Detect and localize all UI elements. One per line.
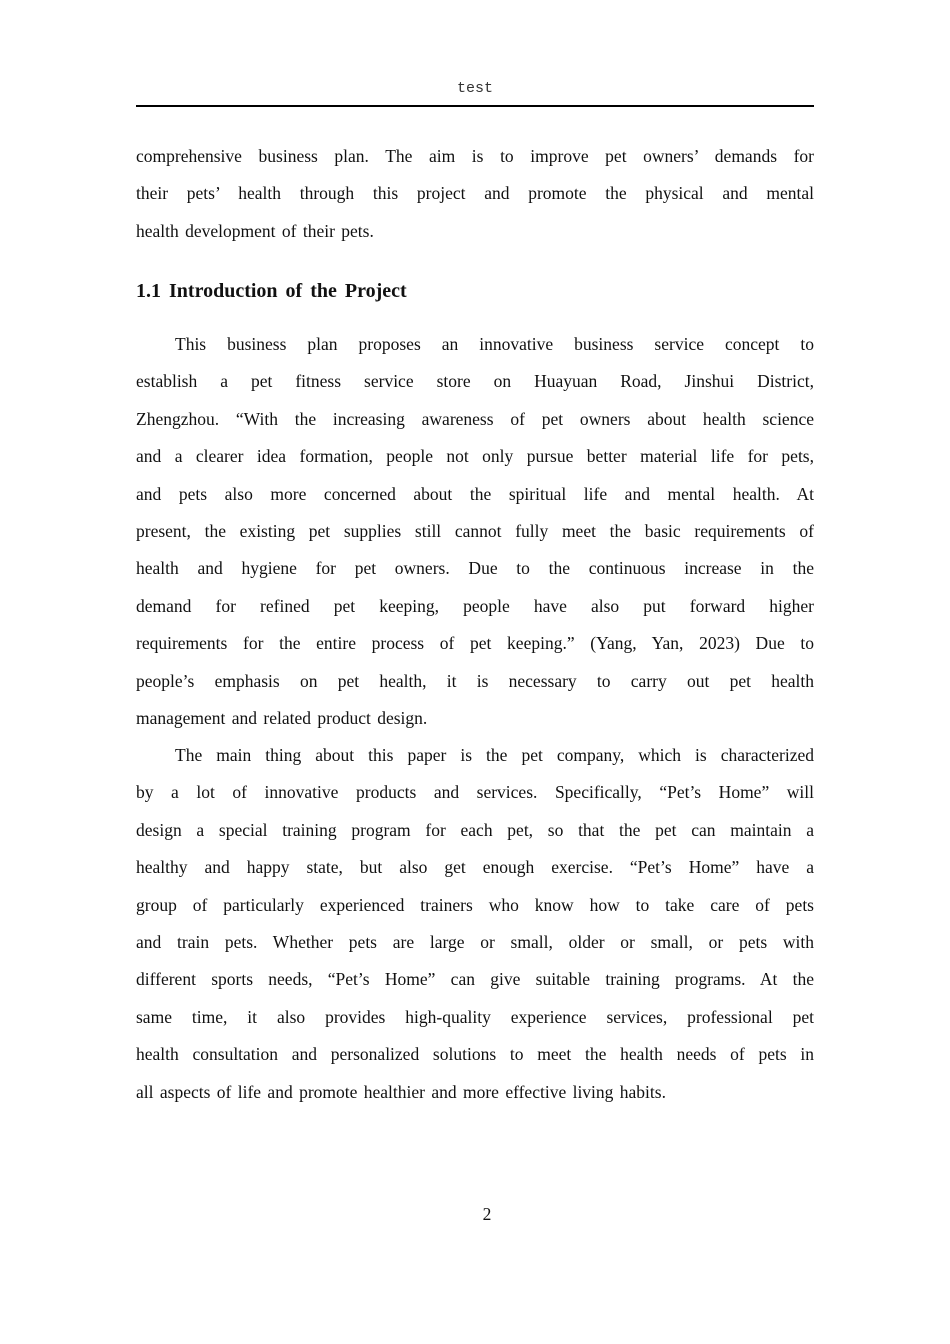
text-line: establish a pet fitness service store on Huayuan Road, Jinshui District,	[136, 371, 814, 392]
page-number: 2	[482, 1204, 492, 1224]
text-line: healthy and happy state, but also get enough exercise. “Pet’s Home” have a	[136, 857, 814, 878]
text-line: requirements for the entire process of pet keeping.” (Yang, Yan, 2023) Due to	[136, 633, 814, 654]
text-line: management and related product design.	[136, 707, 428, 728]
running-header: test	[456, 80, 493, 97]
paragraph	[136, 737, 814, 1111]
text-line: group of particularly experienced trainers who know how to take care of pets	[136, 894, 814, 915]
text-line: people’s emphasis on pet health, it is necessary to carry out pet health	[136, 670, 814, 691]
text-line: health consultation and personalized solutions to meet the health needs of pets in	[136, 1044, 814, 1065]
text-line: design a special training program for each pet, so that the pet can maintain a	[136, 819, 814, 840]
text-line: comprehensive business plan. The aim is to improve pet owners’ demands for	[136, 146, 814, 166]
text-line: different sports needs, “Pet’s Home” can give suitable training programs. At the	[136, 969, 814, 990]
text-line: Zhengzhou. “With the increasing awareness of pet owners about health science	[136, 408, 814, 429]
section-heading: 1.1 Introduction of the Project	[136, 280, 407, 302]
text-line: demand for refined pet keeping, people have also put forward higher	[136, 595, 814, 616]
paragraph	[136, 138, 814, 250]
text-line: present, the existing pet supplies still cannot fully meet the basic requirements of	[136, 520, 814, 541]
text-line: same time, it also provides high-quality experience services, professional pet	[136, 1006, 814, 1027]
text-line: and a clearer idea formation, people not only pursue better material life for pets,	[136, 446, 814, 467]
text-line: by a lot of innovative products and services. Specifically, “Pet’s Home” will	[136, 782, 814, 803]
text-line: their pets’ health through this project and promote the physical and mental	[136, 183, 814, 204]
text-line: and train pets. Whether pets are large or small, older or small, or pets with	[136, 931, 814, 952]
text-line: all aspects of life and promote healthier and more effective living habits.	[136, 1081, 666, 1102]
text-line: health development of their pets.	[136, 220, 374, 241]
text-line: This business plan proposes an innovative business service concept to	[175, 334, 814, 354]
text-line: health and hygiene for pet owners. Due to the continuous increase in the	[136, 558, 814, 579]
text-line: The main thing about this paper is the pet company, which is characterized	[175, 745, 814, 765]
text-line: and pets also more concerned about the spiritual life and mental health. At	[136, 483, 814, 504]
paragraph	[136, 326, 814, 737]
header-rule	[136, 105, 814, 107]
